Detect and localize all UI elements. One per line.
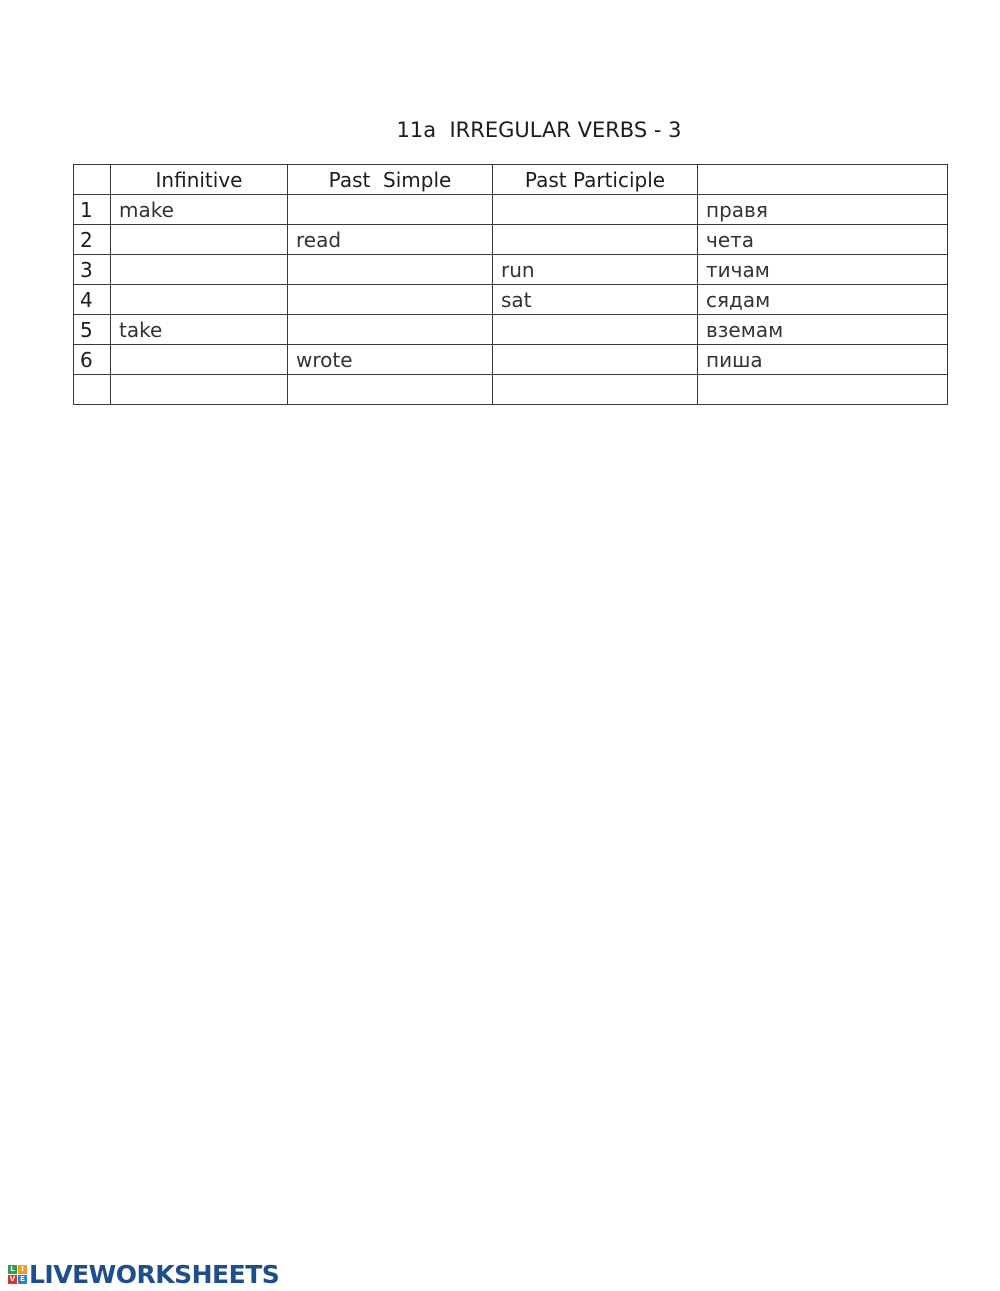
past-participle-cell[interactable]: run <box>493 255 698 285</box>
liveworksheets-logo <box>8 1259 279 1289</box>
worksheet-title: 11a IRREGULAR VERBS - 3 <box>396 118 682 142</box>
past-participle-cell[interactable] <box>493 225 698 255</box>
infinitive-cell[interactable] <box>111 285 288 315</box>
table-row <box>74 345 948 375</box>
logo-mark-letter: I <box>18 1265 27 1274</box>
table-header-row <box>74 165 948 195</box>
translation-cell <box>698 375 948 405</box>
past-participle-cell[interactable] <box>493 315 698 345</box>
past-simple-cell[interactable] <box>288 375 493 405</box>
table-row <box>74 315 948 345</box>
header-infinitive: Infinitive <box>111 165 288 195</box>
infinitive-cell[interactable] <box>111 345 288 375</box>
row-number: 1 <box>74 195 111 225</box>
logo-mark-letter: L <box>8 1265 17 1274</box>
translation-cell: правя <box>698 195 948 225</box>
translation-cell: вземам <box>698 315 948 345</box>
table-row <box>74 375 948 405</box>
past-simple-cell[interactable]: read <box>288 225 493 255</box>
logo-mark-icon <box>8 1265 27 1284</box>
past-participle-cell[interactable] <box>493 195 698 225</box>
translation-cell: тичам <box>698 255 948 285</box>
irregular-verbs-table <box>73 164 948 405</box>
header-past-simple: Past Simple <box>288 165 493 195</box>
header-past-participle: Past Participle <box>493 165 698 195</box>
logo-mark-letter: V <box>9 1274 16 1283</box>
past-simple-cell[interactable] <box>288 195 493 225</box>
row-number: 3 <box>74 255 111 285</box>
table-row <box>74 195 948 225</box>
header-number <box>74 165 111 195</box>
infinitive-cell[interactable] <box>111 225 288 255</box>
past-simple-cell[interactable] <box>288 255 493 285</box>
past-simple-cell[interactable]: wrote <box>288 345 493 375</box>
infinitive-cell[interactable]: take <box>111 315 288 345</box>
logo-mark-letter: E <box>18 1275 27 1284</box>
translation-cell: чета <box>698 225 948 255</box>
table-row <box>74 285 948 315</box>
past-participle-cell[interactable] <box>493 345 698 375</box>
translation-cell: пиша <box>698 345 948 375</box>
row-number: 2 <box>74 225 111 255</box>
table-row <box>74 255 948 285</box>
past-simple-cell[interactable] <box>288 315 493 345</box>
past-participle-cell[interactable] <box>493 375 698 405</box>
logo-text: LIVEWORKSHEETS <box>29 1259 280 1289</box>
row-number: 6 <box>74 345 111 375</box>
row-number <box>74 375 111 405</box>
header-translation <box>698 165 948 195</box>
past-participle-cell[interactable]: sat <box>493 285 698 315</box>
row-number: 4 <box>74 285 111 315</box>
table-row <box>74 225 948 255</box>
past-simple-cell[interactable] <box>288 285 493 315</box>
infinitive-cell[interactable]: make <box>111 195 288 225</box>
translation-cell: сядам <box>698 285 948 315</box>
row-number: 5 <box>74 315 111 345</box>
infinitive-cell[interactable] <box>111 375 288 405</box>
infinitive-cell[interactable] <box>111 255 288 285</box>
